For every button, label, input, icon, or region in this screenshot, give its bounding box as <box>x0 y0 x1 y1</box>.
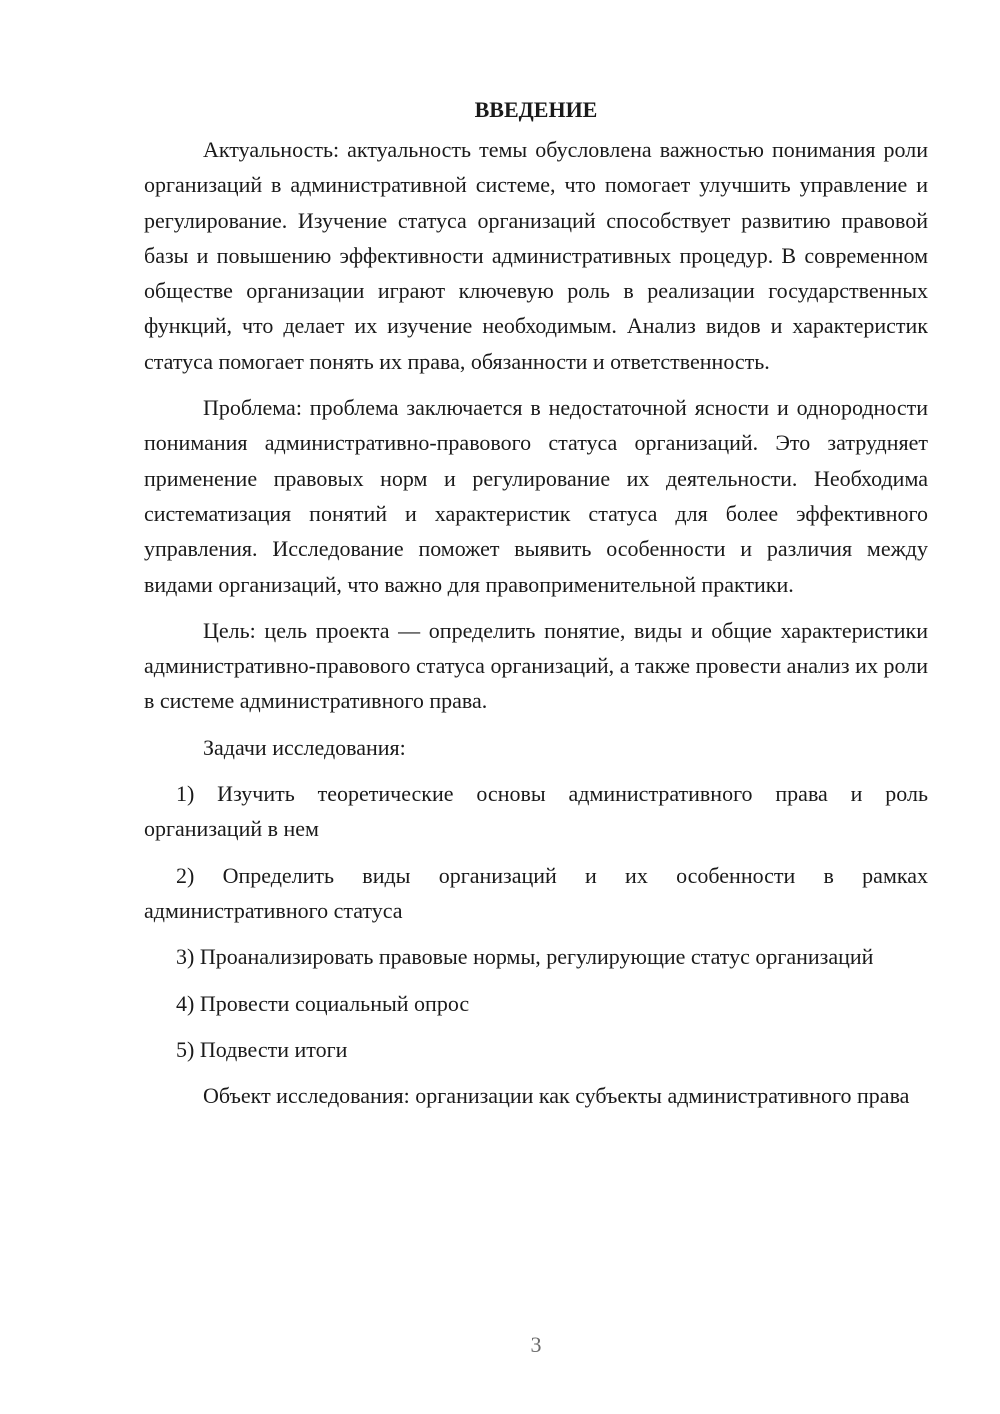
paragraph-object: Объект исследования: организации как субъекты административного права <box>203 1083 910 1109</box>
task-item-5: 5) Подвести итоги <box>176 1036 348 1062</box>
paragraph-goal: Цель: цель проекта — определить понятие, виды и общие характеристики административно-правового статуса организаций, а также провести анализ их роли в системе административного права. <box>144 617 928 714</box>
paragraph-tasks-heading: Задачи исследования: <box>203 734 406 760</box>
task-item-4: 4) Провести социальный опрос <box>176 990 470 1016</box>
page-title: ВВЕДЕНИЕ <box>474 97 598 122</box>
paragraph-problem: Проблема: проблема заключается в недостаточной ясности и однородности понимания административно-правового статуса организаций. Это затрудняет применение правовых норм и регулирование их деятельности. Необходима систематизация понятий и характеристик статуса для более эффективного управления. Исследование поможет выявить особенности и различия между видами организаций, что важно для правоприменительной практики. <box>144 395 928 597</box>
paragraph-relevance: Актуальность: актуальность темы обусловлена важностью понимания роли организаций в административной системе, что помогает улучшить управление и регулирование. Изучение статуса организаций способствует развитию правовой базы и повышению эффективности административных процедур. В современном обществе организации играют ключевую роль в реализации государственных функций, что делает их изучение необходимым. Анализ видов и характеристик статуса помогает понять их права, обязанности и ответственность. <box>144 137 928 374</box>
task-item-2: 2) Определить виды организаций и их особенности в рамках административного статуса <box>144 862 928 923</box>
task-item-1: 1) Изучить теоретические основы административного права и роль организаций в нем <box>144 781 928 842</box>
task-item-3: 3) Проанализировать правовые нормы, регулирующие статус организаций <box>176 944 874 970</box>
page-content <box>144 92 928 1124</box>
page-number: 3 <box>530 1332 542 1357</box>
